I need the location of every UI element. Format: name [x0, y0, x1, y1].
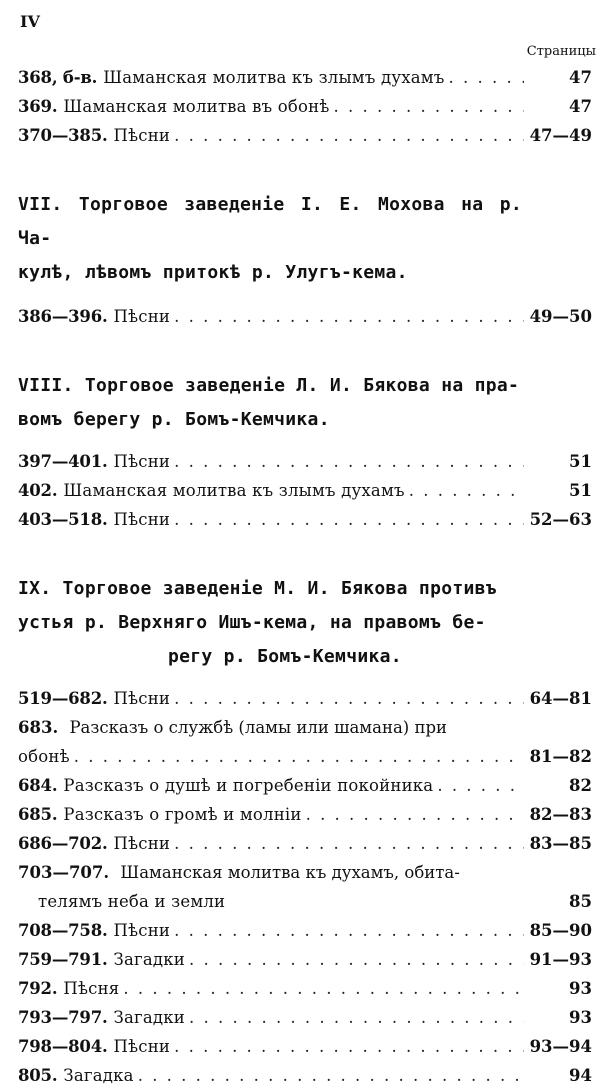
- section-heading-ix: [18, 572, 592, 674]
- entry-title: Разсказъ о службѣ (ламы или шамана) при: [69, 718, 448, 737]
- section-heading-line: кулѣ, лѣвомъ притокѣ р. Улугъ-кема.: [18, 262, 408, 283]
- leader-dots: [170, 684, 523, 713]
- toc-entry: [18, 1061, 592, 1090]
- toc-entry: [18, 974, 592, 1003]
- entry-number: 798—804.: [18, 1037, 108, 1056]
- entry-number: 703—707.: [18, 863, 110, 882]
- entry-title: Загадки: [113, 1008, 185, 1027]
- leader-dots: [170, 505, 523, 534]
- entry-title: Пѣсня: [63, 979, 120, 998]
- leader-dots: [405, 476, 524, 505]
- entry-title-continued: телямъ неба и земли: [38, 892, 226, 911]
- entry-title: Пѣсни: [113, 307, 171, 326]
- section-heading-vii: [18, 188, 592, 290]
- entry-title: Пѣсни: [113, 1037, 171, 1056]
- section-heading-line: VIII. Торговое заведеніе Л. И. Бякова на пра-: [18, 375, 520, 396]
- section-heading-line: регу р. Бомъ-Кемчика.: [168, 646, 402, 667]
- entry-page: 93: [569, 979, 592, 998]
- leader-dots: [170, 302, 523, 331]
- leader-dots: [170, 916, 523, 945]
- leader-dots: [119, 974, 524, 1003]
- entry-title: Пѣсни: [113, 452, 171, 471]
- entry-number: 685.: [18, 805, 58, 824]
- leader-dots: [70, 742, 524, 771]
- entry-page: 91—93: [529, 950, 592, 969]
- toc-entry: [18, 447, 592, 476]
- toc-entry-line: [18, 713, 592, 742]
- toc-entry: [18, 121, 592, 150]
- section-heading-line: устья р. Верхняго Ишъ-кема, на правомъ бе-: [18, 612, 486, 633]
- toc-entry: [18, 945, 592, 974]
- toc-entry: [18, 505, 592, 534]
- toc-entry: [18, 302, 592, 331]
- entry-page: 94: [569, 1066, 592, 1085]
- entry-number: 683.: [18, 718, 59, 737]
- entry-number: 805.: [18, 1066, 58, 1085]
- page-number: IV: [20, 12, 40, 31]
- toc-entry: [18, 887, 592, 916]
- entry-page: 47: [569, 68, 592, 87]
- entry-page: 85—90: [529, 921, 592, 940]
- leader-dots: [170, 1032, 523, 1061]
- leader-dots: [170, 121, 523, 150]
- entry-title: Шаманская молитва къ злымъ духамъ: [63, 481, 405, 500]
- entry-number: 386—396.: [18, 307, 108, 326]
- entry-page: 82—83: [529, 805, 592, 824]
- section-heading-viii: [18, 369, 592, 437]
- entry-title: Шаманская молитва къ злымъ духамъ: [103, 68, 445, 87]
- toc-entry: [18, 742, 592, 771]
- entry-number: 397—401.: [18, 452, 108, 471]
- entry-number: 792.: [18, 979, 58, 998]
- toc-entry: [18, 684, 592, 713]
- table-of-contents: [18, 63, 592, 1090]
- entry-number: 370—385.: [18, 126, 108, 145]
- toc-entry: [18, 1032, 592, 1061]
- toc-entry: [18, 92, 592, 121]
- entry-number: 519—682.: [18, 689, 108, 708]
- entry-page: 51: [569, 481, 592, 500]
- section-heading-line: IX. Торговое заведеніе М. И. Бякова противъ: [18, 578, 497, 599]
- entry-page: 49—50: [529, 307, 592, 326]
- entry-page: 47: [569, 97, 592, 116]
- section-heading-line: VII. Торговое заведеніе I. Е. Мохова на р. Ча-: [18, 194, 522, 249]
- entry-number: 369.: [18, 97, 58, 116]
- leader-dots: [330, 92, 525, 121]
- entry-number: 402.: [18, 481, 58, 500]
- toc-entry-line: [18, 858, 592, 887]
- entry-page: 85: [569, 892, 592, 911]
- pages-column-header: Страницы: [526, 44, 596, 59]
- leader-dots: [433, 771, 524, 800]
- entry-page: 81—82: [529, 747, 592, 766]
- leader-dots: [445, 63, 524, 92]
- entry-number: 708—758.: [18, 921, 108, 940]
- entry-number: 403—518.: [18, 510, 108, 529]
- entry-page: 47—49: [529, 126, 592, 145]
- toc-entry: [18, 476, 592, 505]
- section-heading-line: вомъ берегу р. Бомъ-Кемчика.: [18, 409, 330, 430]
- entry-title: Шаманская молитва къ духамъ, обита-: [120, 863, 460, 882]
- entry-number: 793—797.: [18, 1008, 108, 1027]
- entry-title: Пѣсни: [113, 834, 171, 853]
- entry-title-continued: обонѣ: [18, 747, 70, 766]
- entry-title: Разсказъ о громѣ и молніи: [63, 805, 302, 824]
- entry-page: 64—81: [529, 689, 592, 708]
- entry-page: 83—85: [529, 834, 592, 853]
- entry-page: 93: [569, 1008, 592, 1027]
- entry-title: Шаманская молитва въ обонѣ: [63, 97, 330, 116]
- toc-entry: [18, 800, 592, 829]
- leader-dots: [170, 447, 524, 476]
- entry-page: 93—94: [529, 1037, 592, 1056]
- toc-entry: [18, 771, 592, 800]
- toc-entry: [18, 829, 592, 858]
- entry-title: Пѣсни: [113, 510, 171, 529]
- leader-dots: [302, 800, 524, 829]
- entry-title: Пѣсни: [113, 689, 171, 708]
- entry-number: 686—702.: [18, 834, 108, 853]
- entry-title: Загадки: [113, 950, 185, 969]
- leader-dots: [170, 829, 523, 858]
- entry-number: 684.: [18, 776, 58, 795]
- toc-entry: [18, 916, 592, 945]
- entry-title: Загадка: [63, 1066, 134, 1085]
- entry-page: 82: [569, 776, 592, 795]
- entry-number: 368, б-в.: [18, 68, 98, 87]
- entry-page: 52—63: [529, 510, 592, 529]
- entry-title: Разсказъ о душѣ и погребеніи покойника: [63, 776, 434, 795]
- leader-dots: [185, 945, 524, 974]
- entry-title: Пѣсни: [113, 921, 171, 940]
- entry-page: 51: [569, 452, 592, 471]
- toc-entry: [18, 63, 592, 92]
- entry-title: Пѣсни: [113, 126, 171, 145]
- entry-number: 759—791.: [18, 950, 108, 969]
- leader-dots: [134, 1061, 524, 1090]
